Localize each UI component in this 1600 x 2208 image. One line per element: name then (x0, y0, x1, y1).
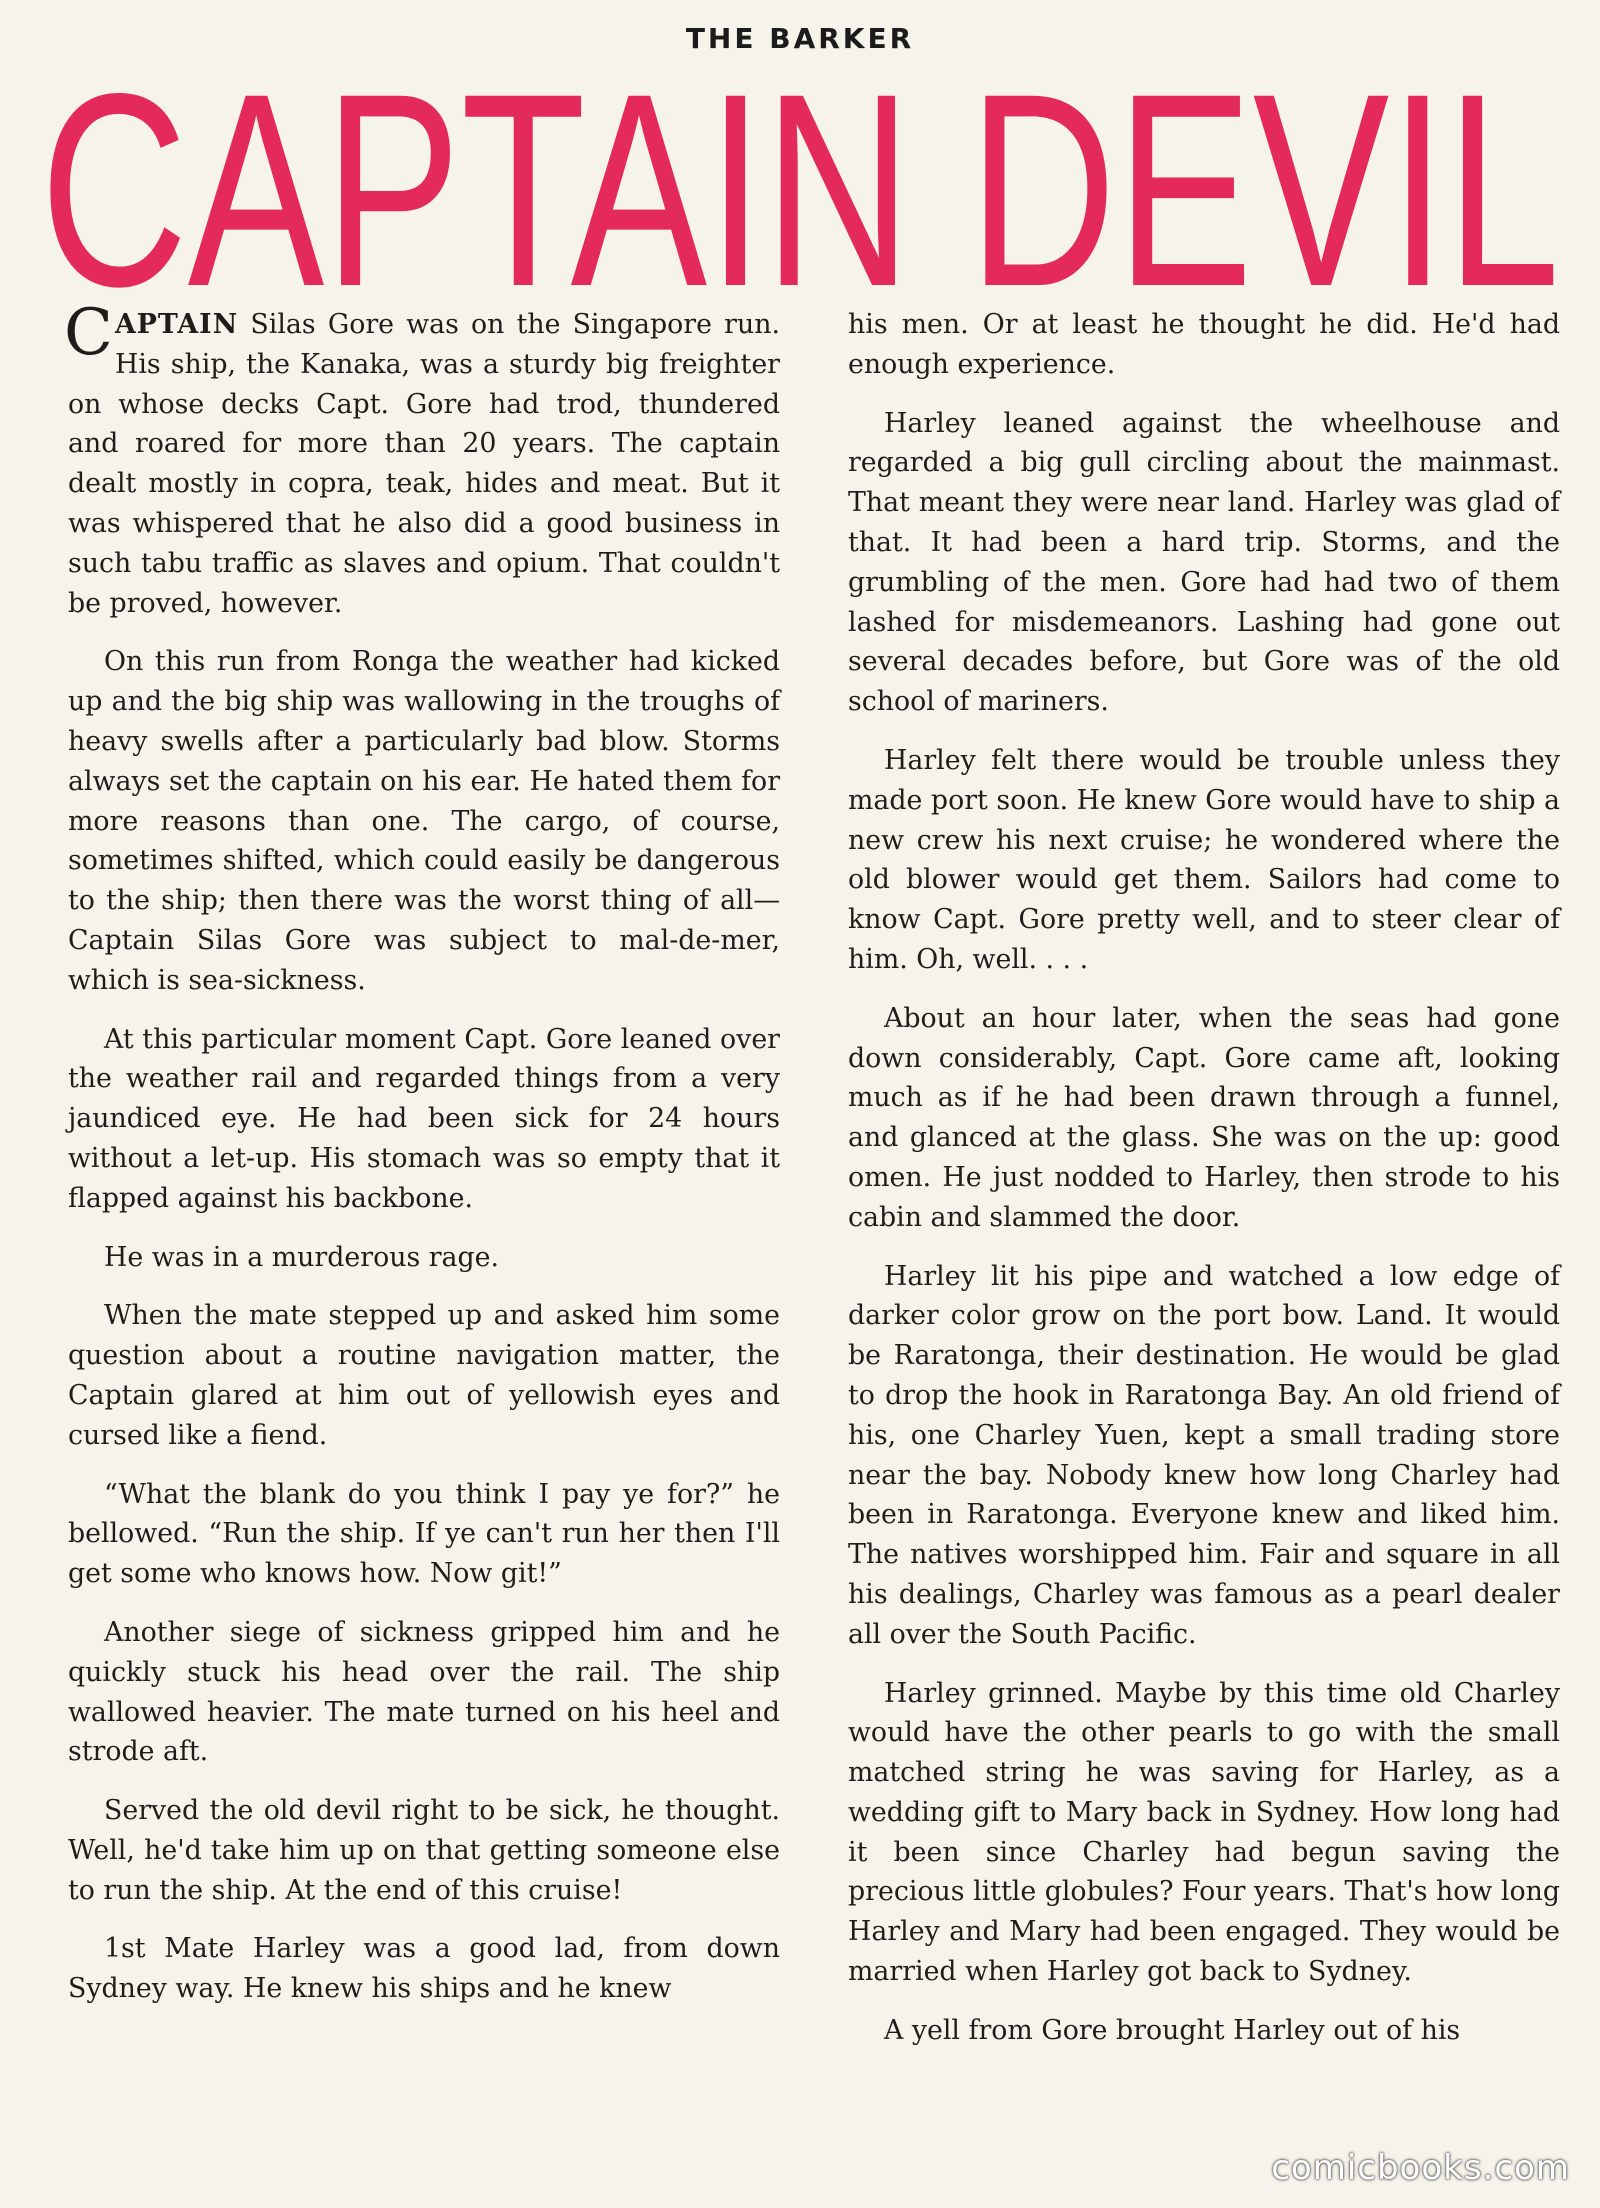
right-column (848, 305, 1560, 2070)
paragraph-text: Silas Gore was on the Singapore run. His ship, the Kanaka, was a sturdy big freighter on whose decks Capt. Gore had trod, thundered and roared for more than 20 years. The captain dealt mostly in copra, teak, hides and meat. But it was whispered that he also did a good business in such tabu traffic as slaves and opium. That couldn't be proved, however. (68, 309, 780, 619)
paragraph: On this run from Ronga the weather had kicked up and the big ship was wallowing in the troughs of heavy swells after a particularly bad blow. Storms always set the captain on his ear. He hated them for more reasons than one. The cargo, of course, sometimes shifted, which could easily be dangerous to the ship; then there was the worst thing of all—Captain Silas Gore was subject to mal-de-mer, which is sea-sickness. (68, 646, 780, 996)
paragraph: At this particular moment Capt. Gore leaned over the weather rail and regarded things from a very jaundiced eye. He had been sick for 24 hours without a let-up. His stomach was so empty that it flapped against his backbone. (68, 1023, 780, 1214)
paragraph: Harley grinned. Maybe by this time old Charley would have the other pearls to go with the small matched string he was saving for Harley, as a wedding gift to Mary back in Sydney. How long had it been since Charley had begun saving the precious little globules? Four years. That's how long Harley and Mary had been engaged. They would be married when Harley got back to Sydney. (848, 1677, 1560, 1988)
paragraph: “What the blank do you think I pay ye for?” he bellowed. “Run the ship. If ye can't run her then I'll get some who knows how. Now git!” (68, 1478, 780, 1590)
paragraph (64, 296, 780, 623)
paragraph: his men. Or at least he thought he did. He'd had enough experience. (848, 309, 1560, 380)
paragraph: Harley felt there would be trouble unless they made port soon. He knew Gore would have to ship a new crew his next cruise; he wondered where the old blower would get them. Sailors had come to know Capt. Gore pretty well, and to steer clear of him. Oh, well. . . . (848, 744, 1560, 975)
watermark: comicbooks.com (1271, 2148, 1570, 2188)
title-lettering (30, 40, 1570, 310)
running-head: THE BARKER (685, 22, 915, 55)
paragraph: A yell from Gore brought Harley out of his (884, 2014, 1461, 2046)
paragraph: When the mate stepped up and asked him some question about a routine navigation matter, the Captain glared at him out of yellowish eyes and cursed like a fiend. (68, 1300, 780, 1451)
paragraph: About an hour later, when the seas had gone down considerably, Capt. Gore came aft, looking much as if he had been drawn through a funnel, and glanced at the glass. She was on the up: good omen. He just nodded to Harley, then strode to his cabin and slammed the door. (848, 1002, 1560, 1233)
story-title (30, 40, 1570, 310)
paragraph: Harley leaned against the wheelhouse and regarded a big gull circling about the mainmast. That meant they were near land. Harley was glad of that. It had been a hard trip. Storms, and the grumbling of the men. Gore had had two of them lashed for misdemeanors. Lashing had gone out several decades before, but Gore was of the old school of mariners. (848, 407, 1560, 718)
paragraph: Harley lit his pipe and watched a low edge of darker color grow on the port bow. Land. It would be Raratonga, their destination. He would be glad to drop the hook in Raratonga Bay. An old friend of his, one Charley Yuen, kept a small trading store near the bay. Nobody knew how long Charley had been in Raratonga. Everyone knew and liked him. The natives worshipped him. Fair and square in all his dealings, Charley was famous as a pearl dealer all over the South Pacific. (848, 1260, 1560, 1650)
paragraph: Served the old devil right to be sick, he thought. Well, he'd take him up on that getting someone else to run the ship. At the end of this cruise! (68, 1795, 780, 1906)
lead-word: APTAIN (114, 309, 239, 340)
story-title-text: CAPTAIN DEVIL (40, 40, 1560, 310)
paragraph: He was in a murderous rage. (104, 1241, 500, 1273)
paragraph: Another siege of sickness gripped him and he quickly stuck his head over the rail. The ship wallowed heavier. The mate turned on his heel and strode aft. (68, 1616, 780, 1768)
drop-cap: C (64, 296, 113, 370)
left-column (64, 296, 780, 2028)
paragraph: 1st Mate Harley was a good lad, from down Sydney way. He knew his ships and he knew (68, 1933, 780, 2005)
